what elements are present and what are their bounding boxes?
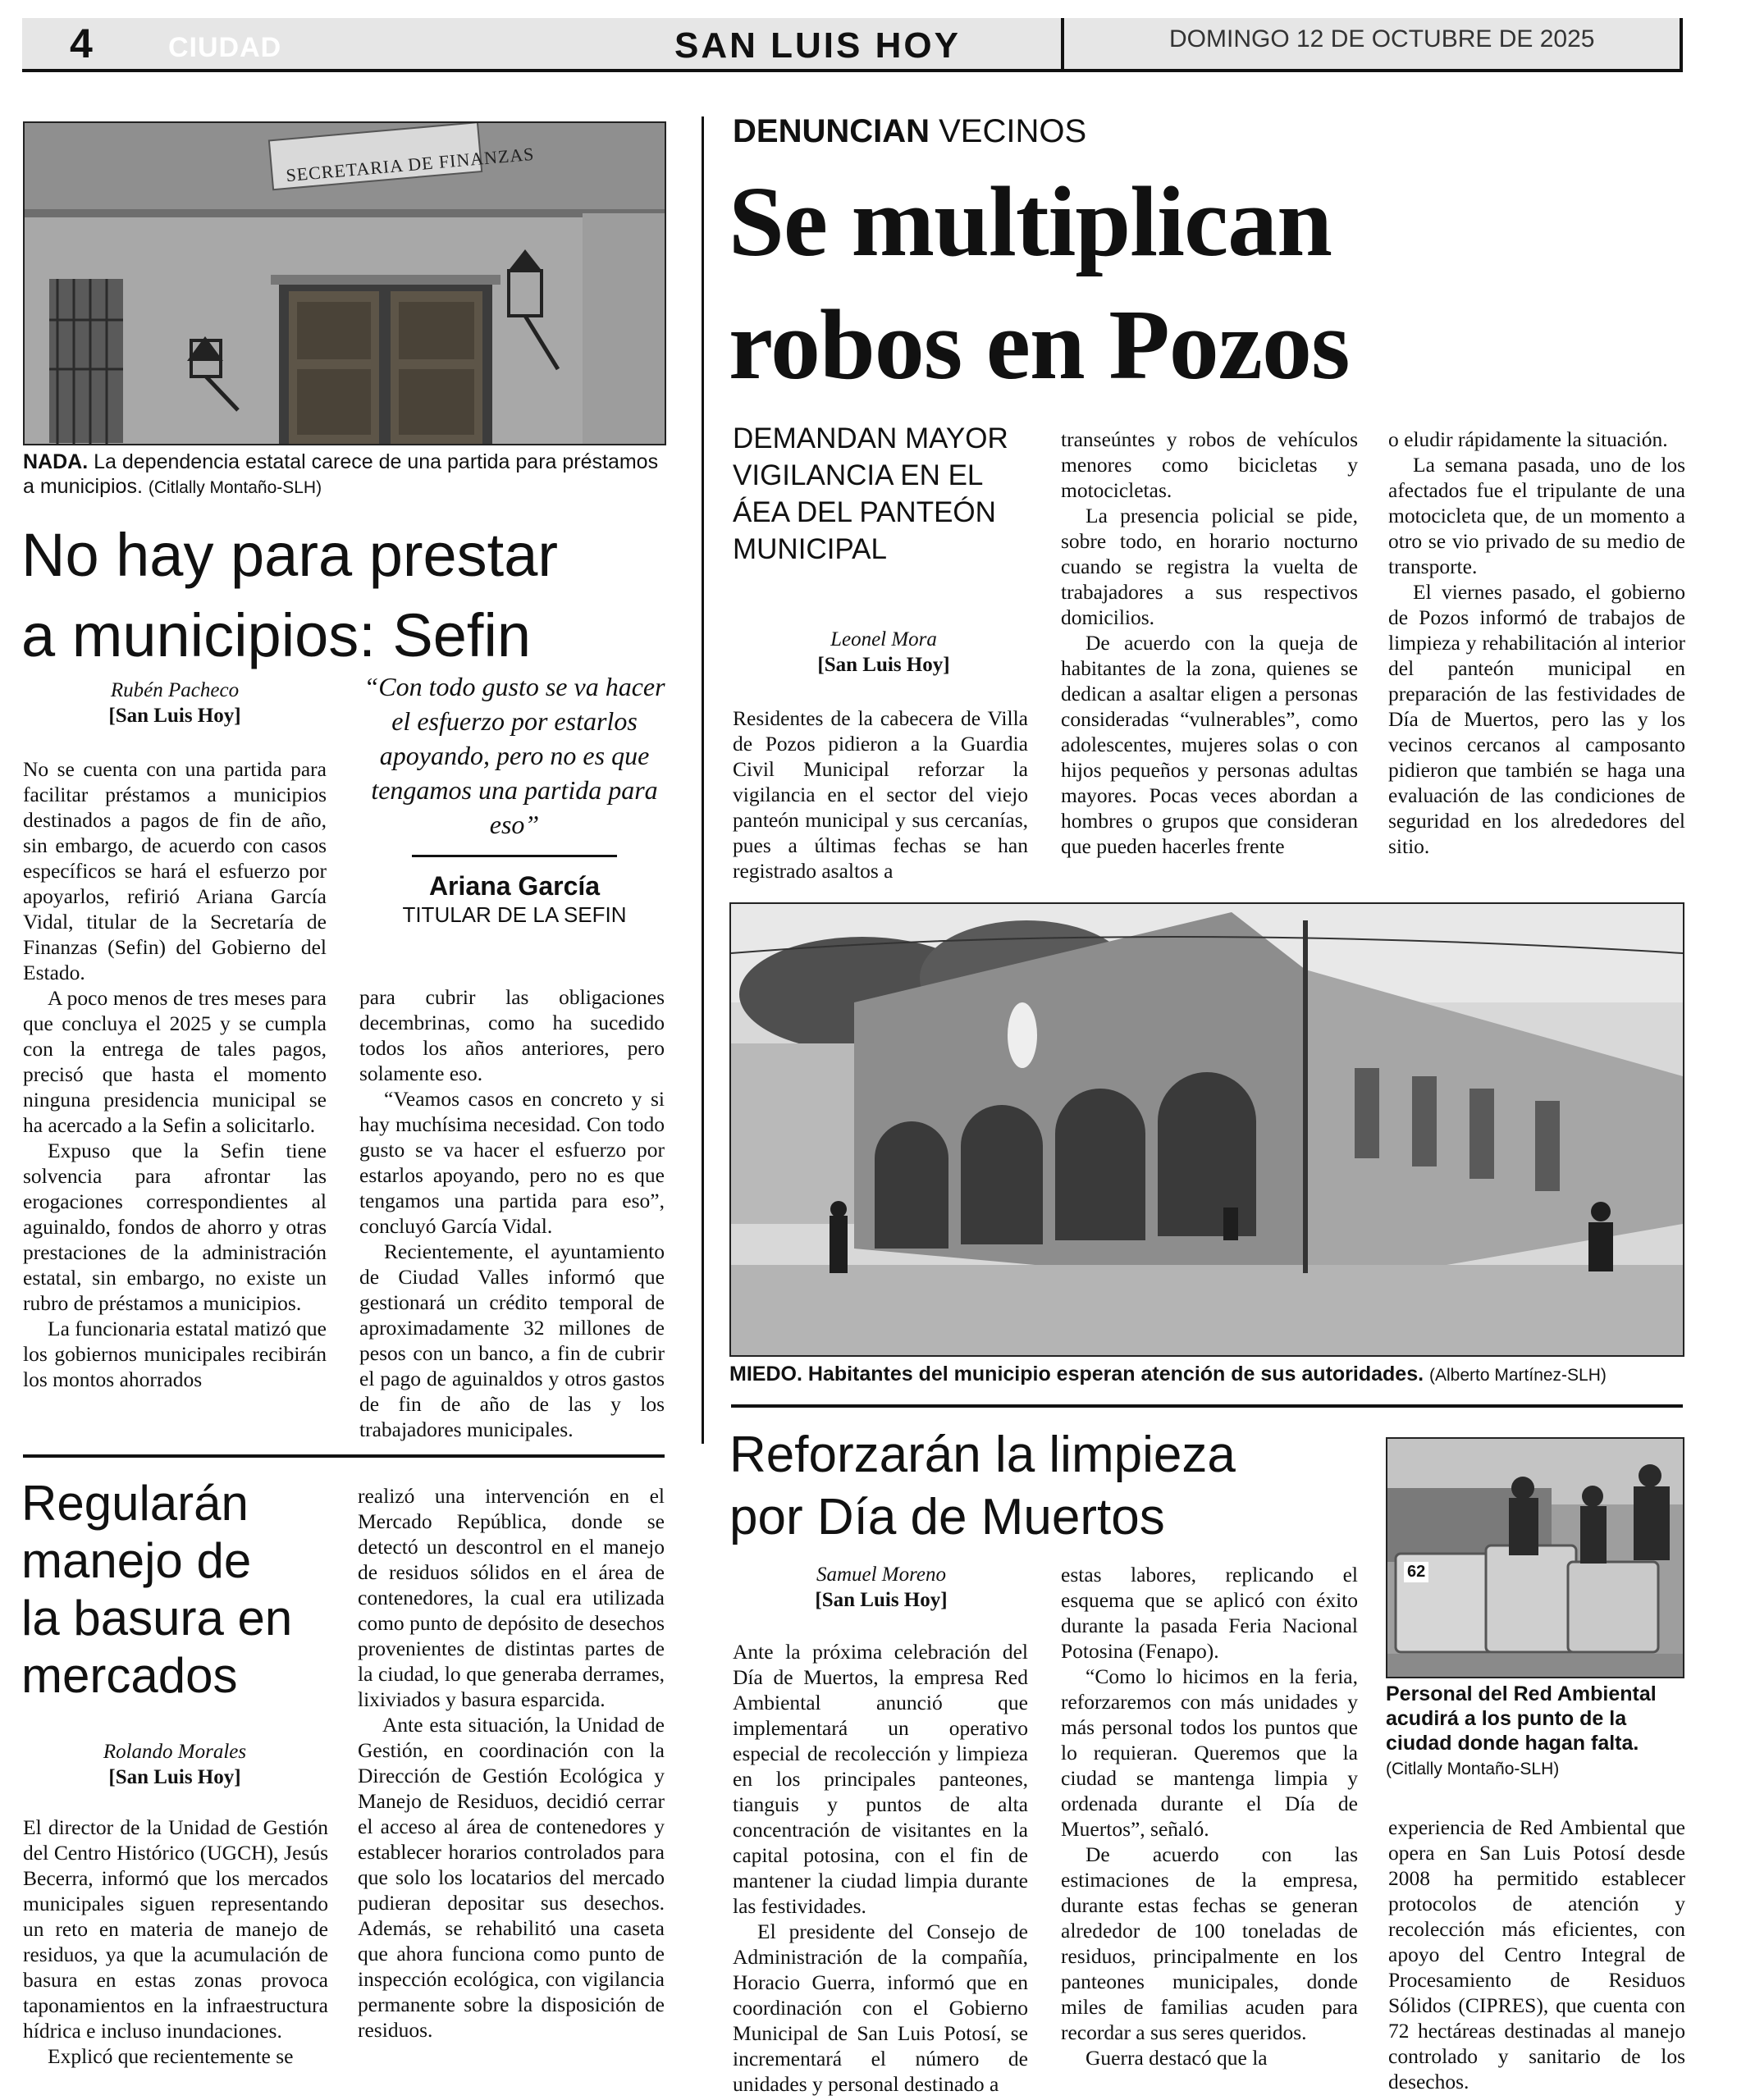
- pullquote-rule: [412, 855, 617, 857]
- sefin-pullquote: [354, 669, 674, 928]
- sefin-photo-caption: [23, 450, 671, 500]
- paragraph: A poco menos de tres meses para que concluya el 2025 y se cumpla con la entrega de tales pagos, precisó que hasta el momento ninguna presidencia municipal se ha acercado a la Sefin a solicitarlo.: [23, 986, 327, 1137]
- limpieza-headline-line2: por Día de Muertos: [729, 1489, 1165, 1545]
- basura-author: Rolando Morales: [103, 1741, 247, 1763]
- pozos-caption-text: Habitantes del municipio esperan atención de sus autoridades.: [807, 1363, 1424, 1386]
- pozos-caption-lead: MIEDO.: [729, 1363, 802, 1386]
- sefin-caption-text: La dependencia estatal carece de una partida para préstamos a municipios.: [23, 450, 659, 498]
- pozos-plaza-illustration: [731, 904, 1683, 1355]
- paragraph: estas labores, replicando el esquema que se aplicó con éxito durante la pasada Feria Nacional Potosina (Fenapo).: [1061, 1563, 1358, 1663]
- limpieza-caption-text: Personal del Red Ambiental acudirá a los punto de la ciudad donde hagan falta.: [1386, 1682, 1657, 1755]
- pozos-outlet: [San Luis Hoy]: [817, 654, 950, 676]
- sefin-author: Rubén Pacheco: [110, 679, 240, 701]
- paragraph: No se cuenta con una partida para facilitar préstamos a municipios destinados a pagos de fin de año, sin embargo, de acuerdo con casos específicos se hará el esfuerzo por apoyarlos, refirió Ariana García Vidal, titular de la Secretaría de Finanzas (Sefin) del Gobierno del Estado.: [23, 757, 327, 984]
- paragraph: La semana pasada, uno de los afectados fue el tripulante de una motocicleta que, de un momento a otro se vio privado de su medio de transporte.: [1388, 453, 1685, 578]
- basura-col2: [358, 1483, 665, 2043]
- pozos-subhead: DEMANDAN MAYOR VIGILANCIA EN EL ÁEA DEL PANTEÓN MUNICIPAL: [733, 422, 1008, 565]
- sefin-col2: [359, 984, 665, 1442]
- paragraph: Recientemente, el ayuntamiento de Ciudad Valles informó que gestionará un crédito temporal de aproximadamente 32 millones de pesos con un banco, a fin de cubrir el pago de aguinaldos y otros gastos de fin de año de las y los trabajadores municipales.: [359, 1239, 665, 1441]
- header-divider: [1061, 18, 1064, 69]
- sefin-photo: [23, 121, 666, 445]
- page-number: 4: [70, 21, 93, 66]
- limpieza-headline-line1: Reforzarán la limpieza: [729, 1427, 1236, 1483]
- pozos-author: Leonel Mora: [830, 628, 937, 651]
- section-label: CIUDAD: [168, 32, 282, 63]
- paragraph: La presencia policial se pide, sobre todo, en horario nocturno cuando se registra la vuelta de trabajadores a sus respectivos domicilios.: [1061, 504, 1358, 629]
- limpieza-col1: [733, 1639, 1028, 2097]
- basura-headline-line: la basura en: [21, 1591, 293, 1646]
- paragraph: Ante la próxima celebración del Día de Muertos, la empresa Red Ambiental anunció que implementará un operativo especial de recolección y limpieza en los principales panteones, tianguis y puntos de alta concentración de visitantes en la capital potosina, con el fin de mantener la ciudad limpia durante las festividades.: [733, 1640, 1028, 1918]
- kicker-bold: DENUNCIAN: [733, 113, 930, 149]
- sefin-headline-line2: a municipios: Sefin: [21, 601, 532, 669]
- paragraph: Ante esta situación, la Unidad de Gestión, en coordinación con la Dirección de Gestión Ecológica y Manejo de Residuos, decidió cerrar el acceso al área de contenedores y establecer horarios controlados para que solo los locatarios del mercado pudieran depositar sus desechos. Además, se rehabilitó una caseta que ahora funciona como punto de inspección ecológica, con vigilancia permanente sobre la disposición de residuos.: [358, 1713, 665, 2042]
- pozos-photo-caption: [729, 1362, 1689, 1388]
- bin-label: 62: [1404, 1562, 1428, 1582]
- pozos-headline-line1: Se multiplican: [729, 167, 1332, 277]
- paragraph: El presidente del Consejo de Administración de la compañía, Horacio Guerra, informó que en coordinación con el Gobierno Municipal de San Luis Potosí, se incrementará el número de unidades y personal destinado a: [733, 1920, 1028, 2096]
- sefin-sign: SECRETARIA DE FINANZAS: [285, 143, 536, 186]
- basura-headline-line: mercados: [21, 1648, 238, 1703]
- pullquote-text: “Con todo gusto se va hacer el esfuerzo por estarlos apoyando, pero no es que tengamos una partida para eso”: [363, 672, 665, 839]
- pozos-col2: [1061, 427, 1358, 859]
- basura-outlet: [San Luis Hoy]: [108, 1766, 241, 1788]
- limpieza-headline: [729, 1424, 1369, 1549]
- basura-col1: [23, 1815, 328, 2069]
- sefin-caption-credit: (Citlally Montaño-SLH): [148, 478, 322, 497]
- paragraph: experiencia de Red Ambiental que opera en San Luis Potosí desde 2008 ha permitido establecer protocolos de atención y recolección más eficientes, con apoyo del Centro Integral de Procesamiento de Residuos Sólidos (CIPRES), que cuenta con 72 hectáreas destinadas al manejo controlado y sanitario de los desechos.: [1388, 1815, 1685, 2093]
- paragraph: transeúntes y robos de vehículos menores como bicicletas y motocicletas.: [1061, 427, 1358, 502]
- paragraph: La funcionaria estatal matizó que los gobiernos municipales recibirán los montos ahorrados: [23, 1317, 327, 1391]
- sefin-byline: [23, 678, 327, 728]
- paragraph: “Como lo hicimos en la feria, reforzaremos con más unidades y más personal todos los puntos que lo requieran. Queremos que la ciudad se mantenga limpia y ordenada durante el Día de Muertos”, señaló.: [1061, 1664, 1358, 1841]
- sefin-col1: [23, 756, 327, 1392]
- sefin-outlet: [San Luis Hoy]: [108, 705, 241, 727]
- limpieza-byline: [733, 1562, 1030, 1613]
- kicker-rest: VECINOS: [939, 113, 1087, 149]
- paragraph: “Veamos casos en concreto y si hay muchísima necesidad. Con todo gusto se va hacer el esfuerzo por estarlos apoyando, pero no es que tengamos una partida para eso”, concluyó García Vidal.: [359, 1087, 665, 1238]
- paragraph: Guerra destacó que la: [1086, 2046, 1268, 2070]
- header-bar: [22, 18, 1683, 72]
- paragraph: o eludir rápidamente la situación.: [1388, 427, 1668, 451]
- basura-byline: [23, 1739, 327, 1790]
- paragraph: Residentes de la cabecera de Villa de Pozos pidieron a la Guardia Civil Municipal reforzar la vigilancia en el sector del viejo panteón municipal y sus cercanías, pues a últimas fechas se han registrado asaltos a: [733, 706, 1028, 883]
- limpieza-photo: [1386, 1437, 1684, 1678]
- column-divider: [702, 116, 704, 1444]
- paragraph: realizó una intervención en el Mercado República, donde se detectó un descontrol en el manejo de residuos sólidos en el área de contenedores, la cual era utilizada como punto de depósito de desechos provenientes de distintas partes de la ciudad, lo que generaba derrames, lixiviados y basura esparcida.: [358, 1484, 665, 1711]
- masthead: SAN LUIS HOY: [674, 25, 961, 66]
- sefin-headline-line1: No hay para prestar: [21, 521, 559, 589]
- pozos-caption-credit: (Alberto Martínez-SLH): [1429, 1366, 1607, 1385]
- paragraph: Explicó que recientemente se: [48, 2044, 294, 2068]
- workers-bins-illustration: [1387, 1439, 1683, 1677]
- paragraph: para cubrir las obligaciones decembrinas, como ha sucedido todos los años anteriores, pero solamente eso.: [359, 985, 665, 1085]
- pullquote-title: TITULAR DE LA SEFIN: [402, 902, 627, 927]
- paragraph: El viernes pasado, el gobierno de Pozos informó de trabajos de limpieza y rehabilitación al interior del panteón municipal en preparación de las festividades de Día de Muertos, pero las y los vecinos cercanos al camposanto pidieron que también se haga una evaluación de las condiciones de seguridad en los alrededores del sitio.: [1388, 580, 1685, 858]
- basura-headline-line: Regularán: [21, 1476, 249, 1531]
- pozos-end-rule: [731, 1404, 1683, 1408]
- pozos-headline: [729, 161, 1713, 407]
- pozos-photo: [729, 902, 1684, 1357]
- limpieza-outlet: [San Luis Hoy]: [815, 1589, 948, 1611]
- pozos-headline-line2: robos en Pozos: [729, 290, 1350, 400]
- pullquote-name: Ariana García: [428, 871, 601, 901]
- limpieza-author: Samuel Moreno: [816, 1564, 947, 1586]
- limpieza-photo-caption: [1386, 1682, 1683, 1782]
- pozos-col1: [733, 705, 1028, 883]
- sefin-caption-lead: NADA.: [23, 450, 89, 473]
- issue-date: DOMINGO 12 DE OCTUBRE DE 2025: [1169, 25, 1595, 52]
- pozos-col3: [1388, 427, 1685, 859]
- basura-headline-line: manejo de: [21, 1533, 252, 1588]
- sefin-headline: [21, 515, 678, 676]
- paragraph: De acuerdo con las estimaciones de la empresa, durante estas fechas se generan alrededor de 100 toneladas de residuos, principalmente en los panteones municipales, donde miles de familias acuden para recordar a sus seres queridos.: [1061, 1842, 1358, 2044]
- pozos-kicker: [733, 112, 1086, 151]
- pozos-byline: [733, 627, 1035, 678]
- paragraph: De acuerdo con la queja de habitantes de la zona, quienes se dedican a asaltar eligen a personas consideradas “vulnerables”, como adolescentes, mujeres solas o con hijos pequeños y personas adultas mayores. Pocas veces abordan a hombres o grupos que consideran que pueden hacerles frente: [1061, 631, 1358, 858]
- basura-headline: [21, 1475, 350, 1705]
- limpieza-col2: [1061, 1562, 1358, 2070]
- sefin-end-rule: [23, 1454, 665, 1458]
- paragraph: Expuso que la Sefin tiene solvencia para afrontar las erogaciones correspondientes al aguinaldo, fondos de ahorro y otras prestaciones de la administración estatal, sin embargo, no existe un rubro de préstamos a municipios.: [23, 1139, 327, 1315]
- paragraph: El director de la Unidad de Gestión del Centro Histórico (UGCH), Jesús Becerra, informó que los mercados municipales siguen representando un reto en materia de manejo de residuos, ya que la acumulación de basura en estas zonas provoca taponamientos en la infraestructura hídrica e incluso inundaciones.: [23, 1815, 328, 2043]
- limpieza-col3: [1388, 1815, 1685, 2094]
- limpieza-caption-credit: (Citlally Montaño-SLH): [1386, 1760, 1560, 1778]
